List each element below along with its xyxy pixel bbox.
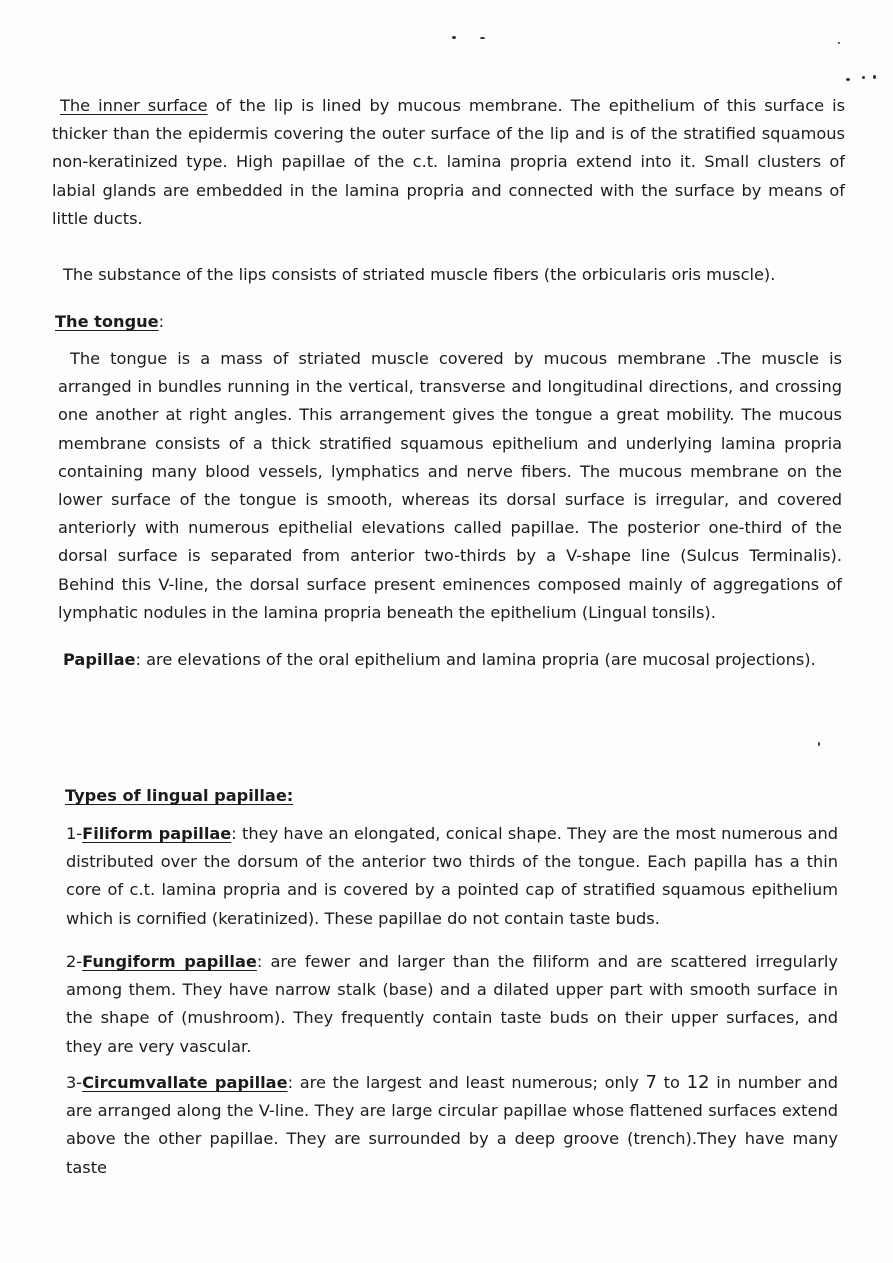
fungiform-text: : are fewer and larger than the filiform and are scattered irregularly among them. They have narrow stalk (base) and a dilated upper part with smooth surface in the shape of (mushroom). They frequently contain taste buds on their upper surfaces, and they are very vascular. — [66, 952, 839, 1056]
scan-speck — [480, 37, 485, 39]
tongue-heading — [55, 312, 164, 331]
circumvallate-term: Circumvallate papillae — [82, 1073, 288, 1092]
circumvallate-text-b: to — [656, 1073, 687, 1092]
types-heading — [65, 786, 293, 805]
lip-substance-paragraph — [63, 261, 843, 289]
scan-speck — [818, 742, 820, 746]
papillae-definition-text: : are elevations of the oral epithelium and lamina propria (are mucosal projections). — [135, 650, 816, 669]
lip-inner-text: of the lip is lined by mucous membrane. The epithelium of this surface is thicker than the epidermis covering the outer surface of the lip and is of the stratified squamous non-keratinized type. High papillae of the c.t. lamina propria extend into it. Small clusters of labial glands are embedded in the lamina propria and connected with the surface by means of little ducts. — [52, 96, 846, 228]
scan-speck — [452, 36, 456, 39]
papillae-term: Papillae — [63, 650, 136, 669]
circumvallate-text-a: : are the largest and least numerous; only — [287, 1073, 646, 1092]
circumvallate-text-c: in number and are arranged along the V-line. They are large circular papillae whose flattened surfaces extend above the other papillae. They are surrounded by a deep groove (trench).They have many taste — [66, 1073, 838, 1177]
lip-inner-paragraph — [52, 92, 845, 233]
filiform-paragraph — [66, 820, 838, 933]
papillae-definition — [63, 646, 843, 674]
fungiform-paragraph — [66, 948, 838, 1061]
scan-speck — [846, 78, 850, 81]
inner-surface-term: The inner surface — [60, 96, 208, 115]
scan-speck — [862, 76, 865, 79]
fungiform-number: 2- — [66, 952, 83, 971]
circumvallate-count-max: 12 — [686, 1072, 710, 1093]
circumvallate-count-min: 7 — [645, 1072, 657, 1093]
scan-speck — [873, 75, 876, 79]
filiform-text: : they have an elongated, conical shape. They are the most numerous and distributed over the dorsum of the anterior two thirds of the tongue. Each papilla has a thin core of c.t. lamina propria and is covered by a pointed cap of stratified squamous epithelium which is cornified (keratinized). These papillae do not contain taste buds. — [66, 824, 839, 928]
scan-speck — [838, 42, 840, 44]
tongue-text: The tongue is a mass of striated muscle covered by mucous membrane .The muscle is arranged in bundles running in the vertical, transverse and longitudinal directions, and crossing one another at right angles. This arrangement gives the tongue a great mobility. The mucous membrane consists of a thick stratified squamous epithelium and underlying lamina propria containing many blood vessels, lymphatics and nerve fibers. The mucous membrane on the lower surface of the tongue is smooth, whereas its dorsal surface is irregular, and covered anteriorly with numerous epithelial elevations called papillae. The posterior one-third of the dorsal surface is separated from anterior two-thirds by a V-shape line (Sulcus Terminalis). Behind this V-line, the dorsal surface present eminences composed mainly of aggregations of lymphatic nodules in the lamina propria beneath the epithelium (Lingual tonsils). — [58, 349, 842, 622]
tongue-paragraph — [58, 345, 842, 627]
lip-substance-text: The substance of the lips consists of striated muscle fibers (the orbicularis oris muscle). — [63, 265, 776, 284]
circumvallate-paragraph — [66, 1069, 838, 1182]
tongue-heading-text: The tongue — [55, 312, 159, 331]
circumvallate-number: 3- — [66, 1073, 83, 1092]
filiform-term: Filiform papillae — [82, 824, 232, 843]
types-heading-text: Types of lingual papillae: — [65, 786, 294, 805]
fungiform-term: Fungiform papillae — [82, 952, 257, 971]
filiform-number: 1- — [66, 824, 83, 843]
tongue-heading-colon: : — [158, 312, 165, 331]
